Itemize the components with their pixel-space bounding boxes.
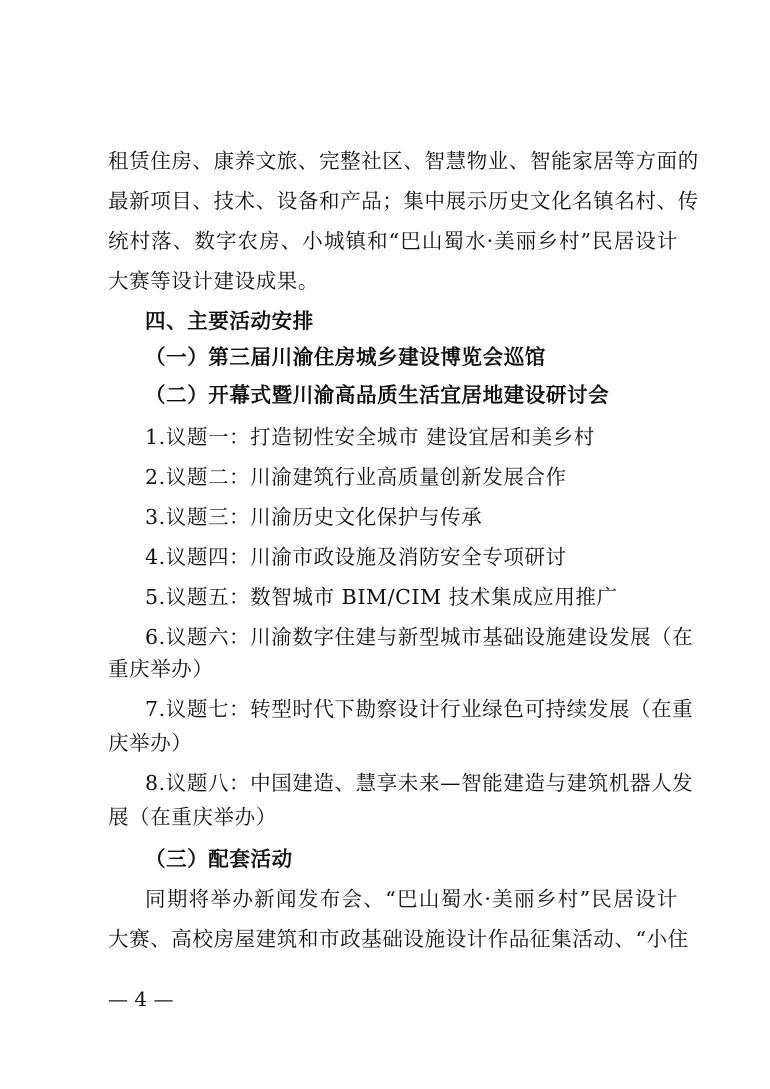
topic-7-line-2: 庆举办） (108, 731, 193, 755)
sub-three-para-line-2: 大赛、高校房屋建筑和市政基础设施设计作品征集活动、“小住 (108, 927, 689, 951)
section-four-heading: 四、主要活动安排 (145, 309, 314, 333)
topic-6-line-1: 6.议题六：川渝数字住建与新型城市基础设施建设发展（在 (145, 625, 694, 649)
topic-8-line-2: 展（在重庆举办） (108, 805, 277, 829)
topic-2: 2.议题二：川渝建筑行业高质量创新发展合作 (145, 465, 567, 489)
intro-line-4: 大赛等设计建设成果。 (108, 269, 319, 293)
topic-1: 1.议题一：打造韧性安全城市 建设宜居和美乡村 (145, 425, 595, 449)
sub-three-heading: （三）配套活动 (145, 847, 293, 871)
topic-7-line-1: 7.议题七：转型时代下勘察设计行业绿色可持续发展（在重 (145, 697, 694, 721)
topic-6-line-2: 重庆举办） (108, 657, 214, 681)
topic-4: 4.议题四：川渝市政设施及消防安全专项研讨 (145, 545, 567, 569)
topic-5: 5.议题五：数智城市 BIM/CIM 技术集成应用推广 (145, 585, 618, 609)
topic-8-line-1: 8.议题八：中国建造、慧享未来—智能建造与建筑机器人发 (145, 771, 694, 795)
page-number: — 4 — (108, 987, 174, 1011)
sub-one-heading: （一）第三届川渝住房城乡建设博览会巡馆 (145, 345, 546, 369)
intro-line-1: 租赁住房、康养文旅、完整社区、智慧物业、智能家居等方面的 (108, 149, 699, 173)
topic-3: 3.议题三：川渝历史文化保护与传承 (145, 505, 483, 529)
sub-three-para-line-1: 同期将举办新闻发布会、“巴山蜀水·美丽乡村”民居设计 (145, 887, 678, 911)
intro-line-3: 统村落、数字农房、小城镇和“巴山蜀水·美丽乡村”民居设计 (108, 229, 678, 253)
sub-two-heading: （二）开幕式暨川渝高品质生活宜居地建设研讨会 (145, 383, 610, 407)
intro-line-2: 最新项目、技术、设备和产品；集中展示历史文化名镇名村、传 (108, 189, 699, 213)
